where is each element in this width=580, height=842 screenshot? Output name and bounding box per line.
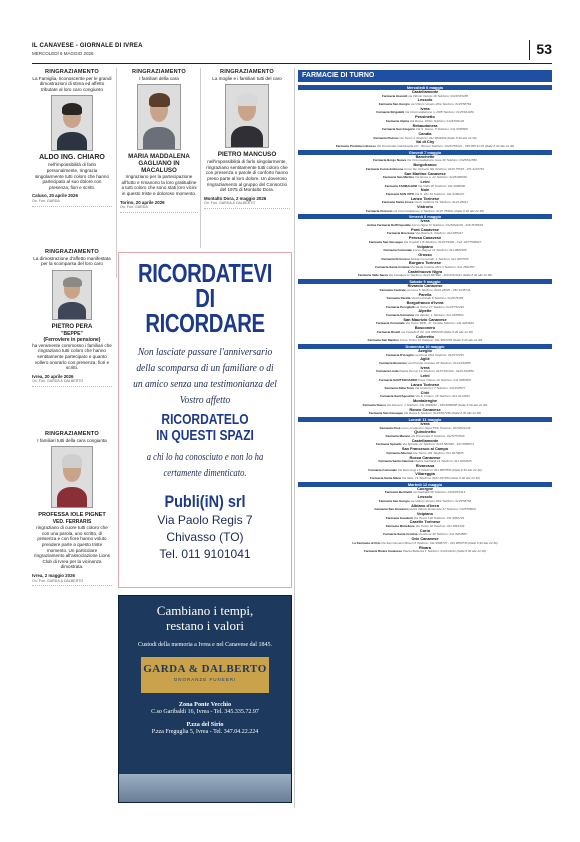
garda-dalberto-advert — [118, 595, 292, 803]
pharmacy-info: Via Torino 161 Telefono: 011.9279605 — [413, 450, 464, 455]
pharmacy-town: Volpiano — [416, 510, 434, 516]
pharmacy-name: Farmacia Alpina — [385, 118, 410, 123]
pharmacy-info: Corso Torino 64 Telefono: 011.9837259 (Dalle 8.30 alle 22.30) — [399, 338, 483, 343]
pharmacy-name: Farmacia Linda — [376, 369, 400, 374]
pharmacy-name: Farmacia Rucco — [362, 402, 387, 407]
obituary-text: ringraziano per la partecipazione all'lutto e rimanono la loro gratitudine a tutti coloro che sono stati loro vicini in questo triste e doloroso momento. — [121, 174, 197, 196]
pharmacy-town: Rivarolo Canavese — [407, 283, 443, 289]
pharmacy-name: Farmacia Dora — [379, 425, 402, 430]
ad-highlight: RICORDATELO — [161, 411, 249, 428]
pharmacy-info: Via Spinello 12 Telefono: 0124.582098 - 347.0888071 — [402, 442, 475, 447]
pharmacy-name: Farmacia Della Torre — [384, 386, 415, 391]
day-header: Lunedì 11 maggio — [298, 417, 552, 422]
branch-address: P.zza Freguglia 5, Ivrea - Tel. 347.04.22.224 — [151, 729, 259, 735]
deceased-name: MARIA MADDALENA GAGLIANO IN MACALUSO — [128, 153, 190, 175]
ad-highlight: IN QUESTI SPAZI — [156, 427, 254, 444]
obituary-photo — [225, 84, 269, 148]
pharmacy-town: Quincinetto — [414, 429, 436, 435]
pharmacy-name: Farmacia Gianotti — [382, 93, 409, 98]
pharmacy-name: La Farmacia di Orio — [352, 540, 382, 545]
pharmacy-town: Pont Canavese — [411, 226, 439, 232]
pharmacy-name: Farmacia San Giovanni — [374, 507, 409, 512]
obituary-text: nell'impossibilità di farlo singolarmente, ringraziano sentitamente tutti coloro che con presenza o parole di conforto hanno preso parte al loro dolore. Un doveroso ringraziamento al gruppo del Consorzio del 1975 di Montalto Dora. — [205, 159, 289, 193]
pharmacy-info: via Roma 28/A Telefono: 0125/72243 — [414, 352, 464, 357]
pharmacy-entry — [298, 210, 552, 214]
pharmacy-town: Castelnuovo Nigra — [407, 268, 443, 274]
pharmacy-name: Farmacia Santa Maria — [370, 476, 402, 480]
pharmacy-info: Corso Regina 14 Telefono: 011.9882488 — [412, 248, 467, 253]
obituary-pera — [32, 250, 112, 390]
deceased-alias: "BEPPE" — [61, 330, 83, 337]
pharmacy-info: Via Torino 2 Telefono: 011.9834009 (Dalle 8.30 alle 22.30) — [399, 135, 477, 140]
pharmacy-info: Via Roma 39 Telefono: 011.9284888 — [418, 532, 467, 537]
pharmacy-town: Lanzo Torinese — [410, 381, 440, 387]
pharmacy-info: Via San Giovanni Bosco 8 Telefono: 011.9898737 - 331.9883745 (Dalle 8.30 alle 22.30) — [381, 540, 498, 545]
day-header: Mercoledì 6 maggio — [298, 85, 552, 90]
pharmacy-name: Farmacia Sant'Agostino — [380, 394, 416, 399]
pharmacy-town: San Francesco al Campo — [401, 446, 449, 452]
pharmacy-town: Leini — [420, 178, 430, 184]
pharmacy-town: Azeglio — [418, 347, 432, 353]
pharmacy-name: Farmacia Vistrorio — [366, 208, 394, 213]
pharmacy-info: Via Racconigi 17 Telefono: 011.9887884 (Dalle 8.30 alle 22.30) — [397, 467, 482, 472]
obituary-gagliano — [120, 70, 198, 216]
pharmacy-name: Farmacia Di Grosso — [381, 256, 411, 261]
pharmacy-info: Via Intersoc. 1 Telefono: 011.9839012 - 338.6880608 (Dalle 8.30 alle 22.30) — [386, 402, 488, 407]
pharmacy-info: Via Piazza S. Telefono: 0124/85317 — [415, 231, 463, 236]
pharmacy-entry — [298, 145, 552, 149]
pharmacy-town: Rebaudonera — [412, 122, 438, 128]
pharmacy-info: via Torino 27 Telefono: 0125/751234 — [415, 304, 464, 309]
ad-body: Non lasciate passare l'anniversario della scomparsa di un familiare o di un amico senza una testimonianza del Vostro affetto — [133, 346, 277, 406]
ad-title: DI RICORDARE — [145, 283, 265, 338]
obituary-chiaro — [32, 70, 112, 210]
pharmacy-info: via Circonvallazione 3 Telefono: 0125 789611 (Dalle 8.30 alle 22.30) — [393, 208, 484, 213]
obituary-photo — [51, 95, 93, 151]
pharmacy-town: Castellamonte — [411, 437, 439, 443]
pharmacy-town: Pessinetto — [415, 114, 435, 120]
pharmacy-info: P.zza Vittorio 10 Telefono: 011.9980509 — [418, 377, 471, 382]
pharmacy-town: Leini — [420, 373, 430, 379]
obituary-intro: La moglie e i familiari tutti del caro — [212, 75, 282, 81]
branch-address: C.so Garibaldi 16, Ivrea - Tel. 345.335.72.97 — [151, 709, 259, 715]
funeral-home: On. Fun. GARDA — [120, 205, 198, 213]
pharmacy-town: Agliè — [420, 356, 430, 362]
pharmacy-name: Farmacia San Giorgio — [378, 498, 411, 503]
obituary-photo — [52, 270, 92, 320]
pharmacy-town: Borgofranco d'Ivrea — [406, 299, 444, 305]
obituary-heading: RINGRAZIAMENTO — [132, 69, 186, 75]
pharmacy-name: Farmacia Comunale — [383, 248, 413, 253]
pharmacy-listing — [298, 84, 552, 554]
pharmacy-name: Farmacia Rivetti — [377, 329, 402, 334]
column-divider — [116, 68, 117, 278]
pharmacy-info: Via Roma 6 Telefono: 0124/817256 (Dalle 8.30 alle 22.30) — [403, 411, 482, 416]
pharmacy-town: Borgaro Torinese — [408, 260, 442, 266]
obituary-heading: RINGRAZIAMENTO — [45, 249, 99, 255]
pharmacy-name: Farmacia Gaudenti — [385, 515, 414, 520]
pharmacy-name: Farmacia FARMALEINI — [384, 183, 418, 188]
pharmacy-town: Ronco Canavese — [409, 406, 441, 412]
pharmacy-info: Piazza Bellezza 1 Telefono: 0124/31112 (Dalle 8.30 alle 22.30) — [402, 549, 487, 554]
pharmacy-town: Oric Canavese — [411, 536, 439, 542]
pharmacy-info: via Garibaldi 26 Telefono: 0124/651313 — [412, 490, 466, 495]
day-header: Domenica 10 maggio — [298, 344, 552, 349]
pharmacy-town: Villareggia — [415, 471, 435, 477]
pharmacy-entry — [298, 412, 552, 416]
pharmacy-info: Via Italia, 21 Telefono: 0161.467380 (Dalle 8.30 alle 22.30) — [401, 476, 480, 480]
pharmacy-name: Farmacia Giovanna — [386, 312, 415, 317]
funeral-home: On. Fun. GARDA & DALBERTO — [204, 201, 290, 209]
pharmacy-name: Farmacia Bertinetti — [384, 490, 413, 495]
pharmacy-name: Farmacia Santa Croce — [381, 200, 415, 205]
ad-headline: restano i valori — [166, 618, 244, 633]
ad-street: Via Paolo Regis 7 — [157, 513, 253, 527]
pharmacy-town: Lessolo — [417, 494, 433, 500]
pharmacy-town: Borgofranco — [413, 162, 437, 168]
pharmacy-name: Farmacia Alberico — [386, 450, 414, 455]
pharmacy-town: Lanzo Torinese — [410, 195, 440, 201]
pharmacy-town: Cuorgnè — [417, 485, 433, 491]
deceased-name: ALDO ING. CHIARO — [39, 154, 105, 162]
day-header: Sabato 9 maggio — [298, 279, 552, 284]
pharmacy-town: Vistrorio — [417, 204, 433, 210]
pharmacy-name: Farmacia Comunale — [368, 467, 398, 472]
pharmacy-info: Corso Re Umberto 8/b Telefono: 0125.75518 - 371.3107716 — [404, 166, 485, 171]
obituary-photo — [51, 446, 93, 508]
pharmacy-town: Rocca Canavese — [409, 454, 441, 460]
pharmacy-name: Farmacia Valle Sacra — [357, 273, 389, 278]
obituary-mancuso — [204, 70, 290, 212]
obituary-heading: RINGRAZIAMENTO — [45, 431, 99, 437]
deceased-name: PIETRO MANCUSO — [217, 151, 277, 159]
pharmacy-info: Via Torino 99/B - Fr. Ceretta Telefono: 011.9284646 — [405, 321, 474, 326]
obituary-date: Montalto Dora, 2 maggio 2026 — [204, 195, 267, 201]
pharmacy-town: Ivrea — [420, 218, 430, 224]
pharmacy-info: Piazza Garibaldi 14 Telefono: 011.9204545 — [414, 459, 472, 464]
pharmacy-name: Farmacia Rivara Canavese — [363, 549, 403, 554]
header-rule — [32, 63, 552, 64]
pharmacy-info: Via Volta 30 Telefono: 011.9988600 — [417, 183, 466, 188]
pharmacy-info: Via G. Fabbrini 51 Telefono: 0123.28612 — [414, 200, 469, 205]
pharmacy-info: via Vittorio Veneto 16 Telefono: 0124/515188 — [408, 93, 468, 98]
pharmacy-name: Farmacia San Giuseppe — [368, 411, 404, 416]
pharmacy-name: Farmacia Marano — [385, 434, 412, 439]
pharmacy-name: Farmacia Pistono — [373, 135, 400, 140]
garda-dalberto-logo: GARDA & DALBERTO ONORANZE FUNEBRI — [141, 657, 269, 693]
obituary-intro: La Famiglia, riconoscente per le grandi dimostrazioni di stima ed affetto tributate al loro caro congiunto — [32, 75, 112, 92]
funeral-home: On. Fun. GARDA — [32, 199, 112, 207]
obituary-date: Ivrea, 2 maggio 2026 — [32, 572, 75, 578]
obituary-intro: I familiari della cara — [139, 75, 179, 81]
deceased-name: PROFESSA IOLE PIGNET — [38, 512, 106, 519]
pharmacy-info: via Vittorio Veneto 26/a Telefono: 0125/58764 — [410, 498, 472, 503]
pharmacy-town: Caselle Torinese — [409, 519, 441, 525]
pharmacy-town: Candia — [418, 130, 432, 136]
day-header: Martedì 12 maggio — [298, 482, 552, 487]
pharmacy-info: via Vittorio Veneto 26/a Telefono: 0125/58764 — [410, 101, 472, 106]
day-header: Venerdì 8 maggio — [298, 214, 552, 219]
obituary-text: ha veramente commosso i familiari che ringraziano tutti coloro che hanno sentitamente partecipato e quanto vollero onorarlo con presenza, fiori e scritti. — [32, 342, 112, 371]
pharmacy-section-title: FARMACIE DI TURNO — [298, 70, 552, 82]
pharmacy-town: Montalenghe — [413, 398, 437, 404]
pharmacy-info: Via Roma n. 22 Telefono: 0125/468952 — [414, 175, 468, 180]
pharmacy-info: via Ivrea 6 Telefono: 0124.28035 - 392.9135744 — [406, 287, 471, 292]
pharmacy-info: Via Provinciale 8 Telefono: 0125/76186 — [411, 296, 464, 301]
obituary-heading: RINGRAZIAMENTO — [45, 69, 99, 75]
pharmacy-town: Corio — [419, 527, 431, 533]
pharmacy-info: Via Santa Cristina 28/1 A Telefono: 011.4501857 — [410, 265, 475, 270]
pharmacy-town: Ciriè — [420, 389, 430, 395]
pharmacy-town: Volpiano — [416, 243, 434, 249]
pharmacy-town: Nole — [420, 187, 430, 193]
pharmacy-name: Farmacia Martellone — [385, 523, 416, 528]
pharmacy-name: Farmacia Parella — [386, 296, 412, 301]
obituary-text: ringraziano di cuore tutti coloro che con una parola, uno scritto, di presenza e con fiore hanno voluto prendere parte a questo triste momento. Un particolare ringraziamento all'associazione Lions Club di Ivrea per la vicinanza dimostrata. — [34, 525, 110, 570]
pharmacy-town: Perosa Canavese — [408, 235, 442, 241]
pharmacy-town: Banchette — [415, 153, 435, 159]
pharmacy-name: Farmacia Borgo Nuova — [373, 158, 407, 163]
branch-name: P.zza del Sirio — [186, 721, 224, 728]
ad-photo-band — [119, 774, 291, 802]
pharmacy-info: Via S. Rocco, 8 Telefono: 011.9038800 — [416, 127, 468, 132]
pharmacy-name: Farmacia Centrale — [379, 287, 407, 292]
pharmacy-info: Via S. Ciriaco, 28 Telefono: 011.9214303 — [415, 394, 470, 399]
pharmacy-info: Strada Comunale, 1 Telefono: 011.9267035 — [410, 256, 469, 261]
pharmacy-name: Antica Farmacia Dell'Ospedale — [367, 223, 412, 228]
pharmacy-entry — [298, 550, 552, 554]
pharmacy-town: Val di Chy — [415, 139, 435, 145]
day-header: Giovedì 7 maggio — [298, 150, 552, 155]
pharmacy-name: Farmacia San Martino — [382, 175, 415, 180]
pharmacy-info: Via Umberto I 7 Telefono: 0123/28677 — [414, 386, 466, 391]
pharmacy-town: Grosso — [418, 252, 432, 258]
branch-name: Zona Ponte Vecchio — [178, 701, 232, 708]
pharmacy-info: piazza Vittorio Emanuele 17 Telefono: 0125/59669 — [408, 507, 476, 512]
deceased-maiden: VED. FERRARIS — [52, 519, 92, 526]
newspaper-name: IL CANAVESE - GIORNALE DI IVREA — [32, 43, 143, 49]
pharmacy-name: Farmacia San Giorgio — [378, 101, 411, 106]
pharmacy-info: Via Circonvallazione n. 28/B Telefono: 0125/641180 — [405, 110, 474, 115]
pharmacy-info: Via S. Vito 51 Telefono: 011.9298207 — [414, 191, 465, 196]
pharmacy-name: Farmacia San Giuseppe — [368, 239, 404, 244]
obituary-intro: La dimostrazione d'affetto manifestata per la scomparsa del loro caro — [33, 255, 111, 267]
ad-tagline: Custodi della memoria a Ivrea e nel Canavese dal 1845. — [138, 642, 272, 648]
pharmacy-info: Via Crudelli 1 B Telefono: 0125/74506 - Cell. 347/7506627 — [403, 239, 482, 244]
pharmacy-name: Farmacia Presbitero Brosso — [335, 143, 377, 148]
pharmacy-name: Farmacia Comunale — [376, 321, 406, 326]
pharmacy-town: Lessolo — [417, 97, 433, 103]
pharmacy-name: Farmacia San Martino — [367, 338, 400, 343]
obituary-text: nell'impossibilità di farlo personalmente, ringrazia singolarmente tutti coloro che hanno partecipato al suo dolore con presenza, fiori e scritti. — [34, 162, 110, 190]
pharmacy-name: Farmacia San Gregorio — [382, 127, 417, 132]
pharmacy-name: Farmacia Strigaletti — [376, 110, 405, 115]
obituary-pignet — [32, 432, 112, 589]
pharmacy-name: Farmacia D'Azeglio — [386, 352, 415, 357]
pharmacy-info: via Principe Amedeo 48 Telefono: 0124/330358 — [407, 360, 471, 365]
ad-headline: Cambiano i tempi, — [156, 603, 254, 618]
pharmacy-info: corso Costantino Nigra 55/D Telefono: 0125/641236 — [401, 425, 471, 430]
pharmacy-info: Via Provinciale Valchiusella 2/C - Brosso Telefono: 0125/795122 - 348.088.31.03 (Dalle 8.30 alle 22.30) — [376, 143, 515, 148]
obituary-date: Torino, 20 aprile 2026 — [120, 199, 165, 205]
column-divider — [200, 68, 201, 248]
pharmacy-town: Colleretto — [415, 333, 435, 339]
ad-city: Chivasso (TO) — [166, 530, 244, 544]
pharmacy-town: San Maurizio Canavese — [403, 316, 447, 322]
page-number: 53 — [529, 40, 552, 60]
deceased-role: (Ferroviere in pensione) — [43, 336, 101, 343]
page-header — [32, 43, 552, 63]
pharmacy-name: Farmacia Santa Caterina — [378, 459, 415, 464]
ricordo-advert — [118, 252, 292, 588]
pharmacy-town: Bosconero — [414, 325, 436, 331]
pharmacy-info: Via Circonvallazione Ivrea 46 Telefono: 0125/611850 — [406, 158, 477, 163]
funeral-home: On. Fun. GARDA & DALBERTO — [32, 579, 112, 587]
pharmacy-info: Via Alpette, 1 Telefono: 011.9288602 — [414, 312, 464, 317]
pharmacy-info: via Castello 8 Tel. 011.9886318 (Dalle 8.30 alle 22.30) — [401, 329, 473, 334]
pharmacy-info: Via Roma, 33/bis Telefono: 0123/504120 — [409, 118, 465, 123]
pharmacy-info: Via Torino 120 Telefono: 011.9882743 — [413, 515, 465, 520]
pharmacy-town: Ivrea — [420, 364, 430, 370]
pharmacy-name: Farmacia Corna Andreone — [365, 166, 405, 171]
pharmacy-entry — [298, 477, 552, 481]
pharmacy-town: Ivrea — [420, 105, 430, 111]
funeral-home: On. Fun. GARDA & DALBERTO — [32, 379, 112, 387]
pharmacy-town: Ivrea — [420, 421, 430, 427]
pharmacy-name: Farmacia Santa Cristina — [383, 532, 419, 537]
pharmacy-name: Farmacia Bruzzone — [379, 360, 408, 365]
pharmacy-name: Farmacia SANT'EDOARDO — [379, 377, 419, 382]
pharmacy-info: via Provinciale 8 Telefono: 0125/757840 — [411, 434, 465, 439]
pharmacy-town: Rivarossa — [415, 463, 435, 469]
pharmacy-town: Albiano d'Ivrea — [411, 502, 439, 508]
ad-body: a chi lo ha conosciuto e non lo ha certamente dimenticato. — [146, 452, 264, 479]
pharmacy-info: Piazza Perron 14 Telefono: 0125.641163 - 0125.644889 — [399, 369, 474, 374]
pharmacy-entry — [298, 339, 552, 343]
pharmacy-name: Farmacia Peroglielli — [386, 304, 416, 309]
pharmacy-info: Corso Nigra 71 Telefono: 0125/641118 - 328.3576633 — [411, 223, 483, 228]
ad-title: RICORDATEVI — [138, 258, 272, 288]
pharmacy-name: Farmacia Santa Cristina — [375, 265, 411, 270]
pharmacy-name: Farmacia Bruzzone — [387, 231, 416, 236]
obituary-photo — [137, 84, 181, 150]
pharmacy-info: Via Cavaliere D Telefono: 0124.667692 - 320.649.5231 (Dalle 8.30 alle 22.30) — [388, 273, 493, 278]
pharmacy-entry — [298, 274, 552, 278]
ad-company: Publi(iN) srl — [164, 492, 246, 511]
pharmacy-name: Farmacia Spinello — [375, 442, 403, 447]
column-divider — [294, 68, 295, 808]
pharmacy-town: Rivara — [419, 544, 431, 550]
pharmacy-town: San Martino Canavese — [404, 170, 446, 176]
obituary-heading: RINGRAZIAMENTO — [220, 69, 274, 75]
pharmacy-name: Farmacia SAN VITO — [385, 191, 415, 196]
pharmacy-info: Via Torino 32 Telefono: 011.9961339 — [415, 523, 465, 528]
obituary-date: Caluso, 20 aprile 2026 — [32, 193, 78, 199]
pharmacy-town: Alpette — [418, 308, 432, 314]
ad-phone: Tel. 011 9101041 — [159, 547, 251, 561]
deceased-name: PIETRO PERA — [51, 323, 93, 330]
obituary-intro: I familiari tutti della cara congiunta — [37, 437, 107, 443]
pharmacy-town: Castellamonte — [411, 89, 439, 94]
obituary-date: Ivrea, 20 aprile 2026 — [32, 373, 74, 379]
pharmacy-town: Parella — [418, 291, 432, 297]
issue-date: MERCOLEDÌ 6 MAGGIO 2026 — [32, 51, 94, 56]
